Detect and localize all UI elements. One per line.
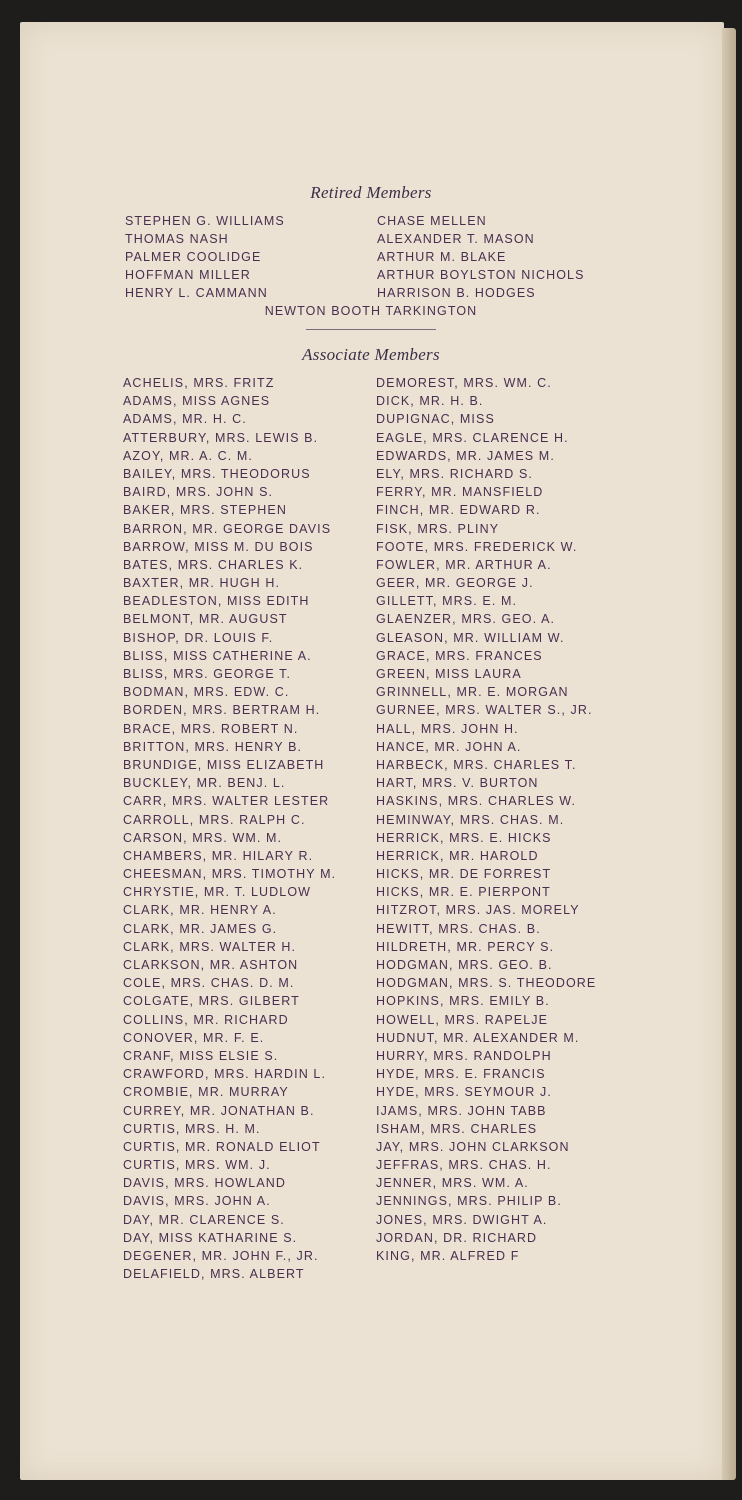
member-name: GRINNELL, MR. E. MORGAN [376,685,569,700]
member-name: HEMINWAY, MRS. CHAS. M. [376,812,565,827]
member-name: CLARKSON, MR. ASHTON [123,958,299,972]
member-name: JORDAN, DR. RICHARD [376,1230,538,1245]
member-name: DEGENER, MR. JOHN F., JR. [123,1249,319,1263]
member-name: ADAMS, MISS AGNES [123,394,271,409]
member-name: HITZROT, MRS. JAS. MORELY [376,903,580,918]
member-name: GLAENZER, MRS. GEO. A. [376,612,556,627]
retired-member-centered: NEWTON BOOTH TARKINGTON [264,304,478,318]
member-name: CHRYSTIE, MR. T. LUDLOW [123,885,312,900]
member-name: CURREY, MR. JONATHAN B. [123,1103,315,1118]
member-name: CROMBIE, MR. MURRAY [123,1085,289,1100]
member-name: HICKS, MR. E. PIERPONT [376,885,551,900]
member-name: BLISS, MRS. GEORGE T. [123,667,292,681]
member-name: HODGMAN, MRS. S. THEODORE [376,976,597,991]
member-name: CLARK, MR. JAMES G. [123,921,278,936]
member-name: FINCH, MR. EDWARD R. [376,503,541,518]
member-name: ADAMS, MR. H. C. [123,412,247,427]
member-name: CARROLL, MRS. RALPH C. [123,812,306,827]
member-name: BAIRD, MRS. JOHN S. [123,485,274,500]
member-name: ISHAM, MRS. CHARLES [376,1121,538,1136]
member-name: GLEASON, MR. WILLIAM W. [376,630,565,645]
member-name: CARR, MRS. WALTER LESTER [123,794,330,809]
member-name: EAGLE, MRS. CLARENCE H. [376,430,569,445]
member-name: BARROW, MISS M. DU BOIS [123,539,314,554]
member-name: HICKS, MR. DE FORREST [376,867,552,882]
member-name: HANCE, MR. JOHN A. [376,739,522,754]
section-divider [306,329,436,330]
member-name: HYDE, MRS. E. FRANCIS [376,1067,546,1082]
member-name: HENRY L. CAMMANN [125,286,268,300]
member-name: HALL, MRS. JOHN H. [376,721,519,736]
member-name: COLLINS, MR. RICHARD [123,1012,289,1027]
retired-members-right-column [377,212,585,302]
member-name: GILLETT, MRS. E. M. [376,594,518,609]
member-name: JENNER, MRS. WM. A. [376,1176,529,1191]
member-name: COLGATE, MRS. GILBERT [123,994,300,1009]
member-name: DAVIS, MRS. JOHN A. [123,1194,271,1209]
member-name: EDWARDS, MR. JAMES M. [376,448,555,463]
member-name: FOWLER, MR. ARTHUR A. [376,557,552,572]
member-name: HOPKINS, MRS. EMILY B. [376,994,550,1009]
member-name: BAKER, MRS. STEPHEN [123,503,287,518]
member-name: HOWELL, MRS. RAPELJE [376,1012,549,1027]
member-name: HILDRETH, MR. PERCY S. [376,939,555,954]
member-name: KING, MR. ALFRED F [376,1249,520,1263]
member-name: DICK, MR. H. B. [376,394,484,409]
member-name: FOOTE, MRS. FREDERICK W. [376,539,578,554]
member-name: ELY, MRS. RICHARD S. [376,466,533,481]
member-name: BRITTON, MRS. HENRY B. [123,739,303,754]
member-name: GRACE, MRS. FRANCES [376,648,543,663]
retired-members-heading: Retired Members [310,183,432,202]
member-name: HEWITT, MRS. CHAS. B. [376,921,541,936]
member-name: HUDNUT, MR. ALEXANDER M. [376,1030,580,1045]
member-name: CHEESMAN, MRS. TIMOTHY M. [123,867,337,882]
member-name: CHAMBERS, MR. HILARY R. [123,848,314,863]
member-name: CARSON, MRS. WM. M. [123,830,283,845]
member-name: BODMAN, MRS. EDW. C. [123,685,290,700]
member-name: FERRY, MR. MANSFIELD [376,485,544,500]
member-name: DAVIS, MRS. HOWLAND [123,1176,287,1191]
member-name: BUCKLEY, MR. BENJ. L. [123,776,286,791]
member-name: BRACE, MRS. ROBERT N. [123,721,299,736]
member-name: JENNINGS, MRS. PHILIP B. [376,1194,562,1209]
associate-members-left-column [123,374,336,1283]
member-name: ARTHUR M. BLAKE [377,250,507,264]
member-name: ATTERBURY, MRS. LEWIS B. [123,430,319,445]
member-name: HERRICK, MR. HAROLD [376,848,539,863]
member-name: ACHELIS, MRS. FRITZ [123,376,275,390]
member-name: DEMOREST, MRS. WM. C. [376,376,552,390]
member-name: HARRISON B. HODGES [377,286,536,300]
member-name: STEPHEN G. WILLIAMS [125,214,285,228]
member-name: BARRON, MR. GEORGE DAVIS [123,521,332,536]
member-name: ARTHUR BOYLSTON NICHOLS [377,268,585,282]
member-name: CURTIS, MRS. H. M. [123,1121,261,1136]
member-name: BORDEN, MRS. BERTRAM H. [123,703,321,718]
member-name: GEER, MR. GEORGE J. [376,576,534,591]
member-name: GURNEE, MRS. WALTER S., JR. [376,703,593,718]
member-name: BISHOP, DR. LOUIS F. [123,630,274,645]
member-name: CLARK, MR. HENRY A. [123,903,277,918]
member-name: HARBECK, MRS. CHARLES T. [376,757,577,772]
retired-members-left-column [125,212,285,302]
member-name: HURRY, MRS. RANDOLPH [376,1048,552,1063]
member-name: HODGMAN, MRS. GEO. B. [376,958,553,972]
member-name: BEADLESTON, MISS EDITH [123,594,310,609]
member-name: CHASE MELLEN [377,214,487,228]
member-name: CRAWFORD, MRS. HARDIN L. [123,1067,327,1082]
member-name: JEFFRAS, MRS. CHAS. H. [376,1158,552,1173]
member-name: FISK, MRS. PLINY [376,521,500,536]
member-name: BELMONT, MR. AUGUST [123,612,288,627]
page-edge [722,28,736,1480]
member-name: JONES, MRS. DWIGHT A. [376,1212,548,1227]
member-name: THOMAS NASH [125,232,229,246]
member-name: PALMER COOLIDGE [125,250,262,264]
member-name: BATES, MRS. CHARLES K. [123,557,304,572]
member-name: BLISS, MISS CATHERINE A. [123,648,312,663]
member-name: DAY, MR. CLARENCE S. [123,1212,285,1227]
member-name: HART, MRS. V. BURTON [376,776,539,791]
member-name: DAY, MISS KATHARINE S. [123,1230,298,1245]
member-name: CURTIS, MR. RONALD ELIOT [123,1139,321,1154]
member-name: AZOY, MR. A. C. M. [123,448,254,463]
member-name: CLARK, MRS. WALTER H. [123,939,297,954]
member-name: IJAMS, MRS. JOHN TABB [376,1103,547,1118]
member-name: HYDE, MRS. SEYMOUR J. [376,1085,552,1100]
member-name: COLE, MRS. CHAS. D. M. [123,976,295,991]
member-name: HOFFMAN MILLER [125,268,251,282]
member-name: ALEXANDER T. MASON [377,232,535,246]
member-name: BAXTER, MR. HUGH H. [123,576,281,591]
member-name: DELAFIELD, MRS. ALBERT [123,1267,305,1282]
member-name: BAILEY, MRS. THEODORUS [123,466,311,481]
member-name: DUPIGNAC, MISS [376,412,495,427]
member-name: CONOVER, MR. F. E. [123,1030,265,1045]
member-name: CURTIS, MRS. WM. J. [123,1158,271,1173]
member-name: BRUNDIGE, MISS ELIZABETH [123,757,325,772]
associate-members-heading: Associate Members [302,345,440,364]
member-name: HASKINS, MRS. CHARLES W. [376,794,577,809]
associate-members-right-column [376,374,596,1265]
member-name: GREEN, MISS LAURA [376,667,522,681]
member-name: JAY, MRS. JOHN CLARKSON [376,1139,570,1154]
member-name: HERRICK, MRS. E. HICKS [376,830,552,845]
member-name: CRANF, MISS ELSIE S. [123,1048,279,1063]
